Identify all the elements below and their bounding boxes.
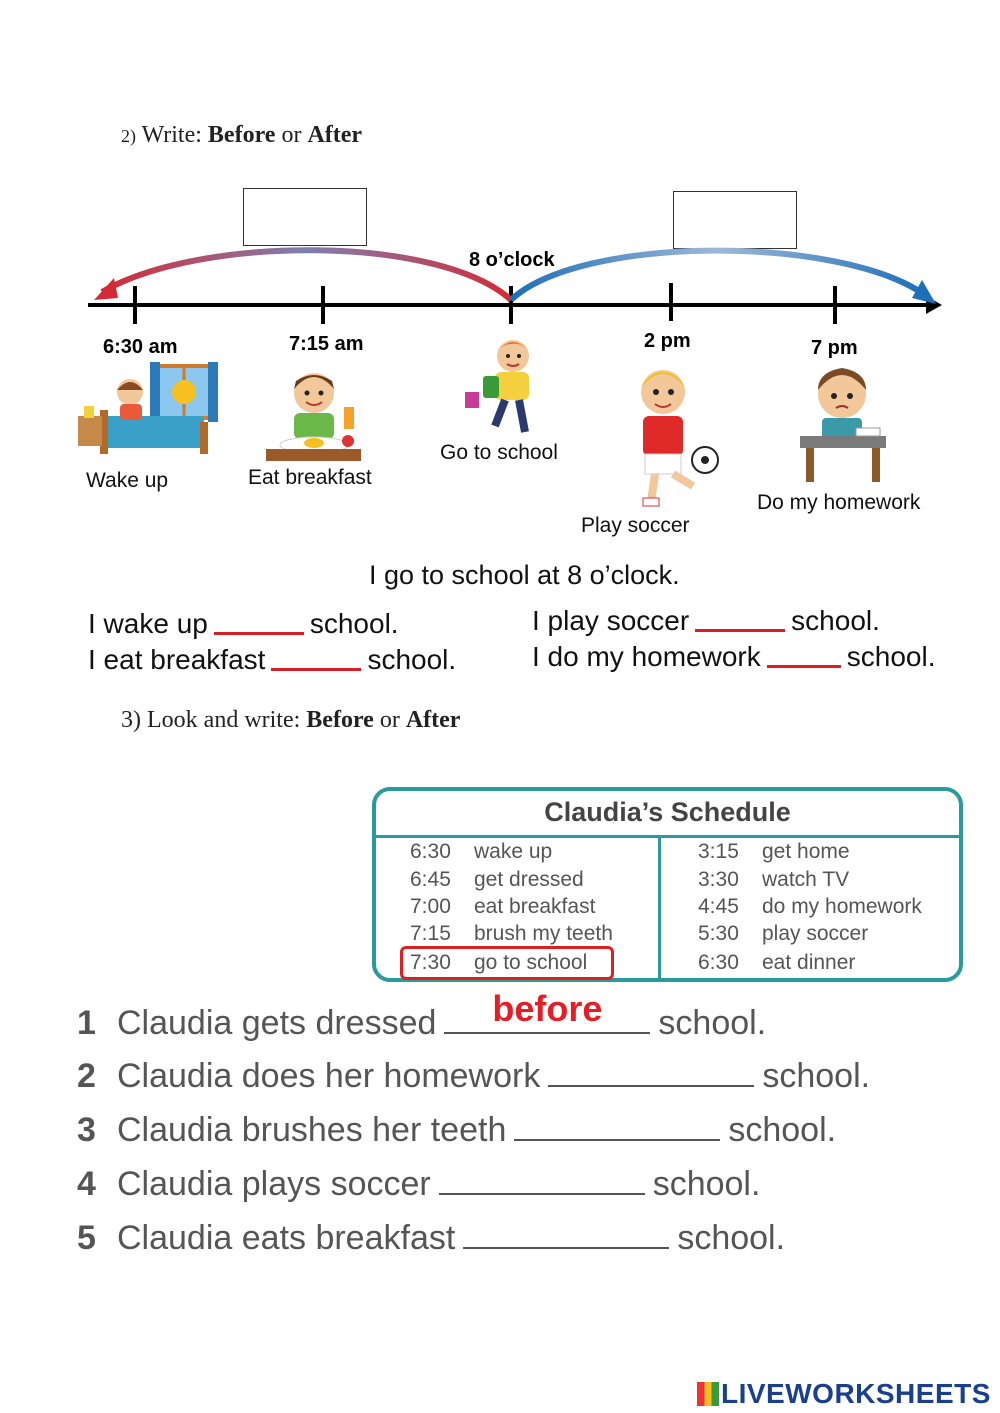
- exercise-end: school.: [728, 1111, 837, 1149]
- schedule-time: 3:15: [698, 840, 739, 863]
- section-number: 3): [121, 707, 141, 733]
- after-arrow: [511, 251, 925, 300]
- schedule-row: [410, 868, 584, 892]
- schedule-divider: [376, 835, 959, 838]
- schedule-time: 6:30: [410, 840, 451, 863]
- exercise-text: Claudia gets dressed: [117, 1004, 437, 1042]
- exercise-text: Claudia plays soccer: [117, 1165, 431, 1203]
- schedule-row: [410, 895, 595, 919]
- schedule-activity: get dressed: [474, 868, 584, 891]
- schedule-row: [410, 922, 613, 946]
- wake-up-illustration: [78, 362, 218, 457]
- schedule-time: 4:45: [698, 895, 739, 918]
- tick-label-715: 7:15 am: [289, 333, 364, 355]
- schedule-activity: eat dinner: [762, 951, 856, 974]
- sentence-wake-up: [88, 608, 399, 640]
- exercise-3: [77, 1111, 836, 1150]
- instruction-word-after: After: [307, 122, 363, 148]
- sentence-end: school.: [791, 605, 880, 636]
- answer-blank[interactable]: [767, 665, 841, 668]
- schedule-time: 7:15: [410, 922, 451, 945]
- instruction-or: or: [379, 707, 400, 733]
- section-number: 2): [121, 126, 136, 146]
- exercise-end: school.: [677, 1219, 786, 1257]
- answer-blank[interactable]: [214, 632, 304, 635]
- schedule-activity: play soccer: [762, 922, 869, 945]
- schedule-activity: wake up: [474, 840, 553, 863]
- schedule-title: Claudia’s Schedule: [544, 797, 791, 827]
- answer-blank[interactable]: [548, 1059, 754, 1087]
- exercise-text: Claudia eats breakfast: [117, 1219, 456, 1257]
- activity-wake-up: Wake up: [86, 469, 169, 492]
- instruction-word-before: Before: [306, 707, 374, 733]
- homework-illustration: [796, 360, 891, 488]
- schedule-time: 7:00: [410, 895, 451, 918]
- sentence-text: I eat breakfast: [88, 644, 266, 675]
- eat-breakfast-illustration: [266, 369, 361, 464]
- instruction-word-before: Before: [207, 122, 276, 148]
- activity-go-to-school: Go to school: [440, 441, 558, 464]
- schedule-time: 3:30: [698, 868, 739, 891]
- sentence-end: school.: [367, 644, 457, 675]
- schedule-time: 5:30: [698, 922, 739, 945]
- exercise-end: school.: [652, 1165, 761, 1203]
- instruction-word-after: After: [405, 707, 461, 733]
- exercise-end: school.: [762, 1057, 871, 1095]
- answer-blank[interactable]: [444, 988, 650, 1034]
- before-answer-box[interactable]: [243, 188, 367, 246]
- schedule-time: 6:30: [698, 951, 739, 974]
- schedule-activity: get home: [762, 840, 850, 863]
- schedule-time: 6:45: [410, 868, 451, 891]
- answer-blank[interactable]: [695, 629, 785, 632]
- instruction-prefix: Look and write:: [147, 707, 301, 733]
- schedule-table: [372, 787, 963, 982]
- instruction-prefix: Write:: [141, 122, 202, 148]
- activity-homework: Do my homework: [757, 491, 921, 514]
- go-to-school-illustration: [461, 336, 541, 438]
- schedule-time: 7:30: [410, 951, 451, 974]
- exercise-2: [77, 1057, 870, 1096]
- tick-label-7pm: 7 pm: [811, 337, 858, 359]
- sentence-text: I do my homework: [532, 641, 761, 672]
- sentence-homework: [532, 641, 935, 673]
- before-arrowhead: [94, 278, 118, 300]
- schedule-row: [698, 895, 922, 919]
- activity-play-soccer: Play soccer: [581, 514, 690, 537]
- answer-blank[interactable]: [514, 1113, 720, 1141]
- instruction-or: or: [281, 122, 302, 148]
- exercise-text: Claudia brushes her teeth: [117, 1111, 507, 1149]
- schedule-activity: watch TV: [762, 868, 850, 891]
- logo-icon: [697, 1382, 719, 1406]
- center-time-label: 8 o’clock: [469, 249, 555, 271]
- liveworksheets-logo: [697, 1378, 991, 1410]
- exercise-number: 2: [77, 1057, 96, 1095]
- sentence-text: I play soccer: [532, 605, 690, 636]
- exercise-4: [77, 1165, 760, 1204]
- exercise-number: 3: [77, 1111, 96, 1149]
- sentence-end: school.: [846, 641, 936, 672]
- schedule-activity: brush my teeth: [474, 922, 613, 945]
- schedule-column-divider: [658, 838, 661, 978]
- schedule-row: [698, 840, 850, 864]
- schedule-row: [698, 922, 868, 946]
- school-highlight: [400, 946, 614, 980]
- before-arrow: [102, 250, 511, 300]
- answer-text: before: [492, 988, 603, 1029]
- sentence-eat-breakfast: [88, 644, 456, 676]
- schedule-activity: eat breakfast: [474, 895, 596, 918]
- exercise-number: 4: [77, 1165, 96, 1203]
- exercise-1: [77, 988, 767, 1043]
- schedule-row: [410, 840, 552, 864]
- activity-eat-breakfast: Eat breakfast: [248, 466, 372, 489]
- answer-blank[interactable]: [463, 1221, 669, 1249]
- statement: I go to school at 8 o’clock.: [369, 560, 680, 590]
- schedule-activity: go to school: [474, 951, 588, 974]
- section-3-heading: [121, 707, 460, 734]
- tick-label-630: 6:30 am: [103, 336, 178, 358]
- exercise-number: 5: [77, 1219, 96, 1257]
- sentence-text: I wake up: [88, 608, 208, 639]
- schedule-row: [698, 951, 855, 975]
- after-arrowhead: [912, 280, 936, 304]
- exercise-5: [77, 1219, 785, 1258]
- section-2-heading: [121, 122, 362, 149]
- tick-label-2pm: 2 pm: [644, 330, 691, 352]
- sentence-end: school.: [309, 608, 399, 639]
- exercise-end: school.: [658, 1004, 767, 1042]
- answer-blank[interactable]: [439, 1167, 645, 1195]
- play-soccer-illustration: [625, 362, 723, 512]
- schedule-row: [698, 868, 849, 892]
- schedule-activity: do my homework: [762, 895, 922, 918]
- answer-blank[interactable]: [271, 668, 361, 671]
- exercise-number: 1: [77, 1004, 96, 1042]
- sentence-play-soccer: [532, 605, 880, 637]
- exercise-text: Claudia does her homework: [117, 1057, 541, 1095]
- logo-text: LIVEWORKSHEETS: [721, 1378, 991, 1409]
